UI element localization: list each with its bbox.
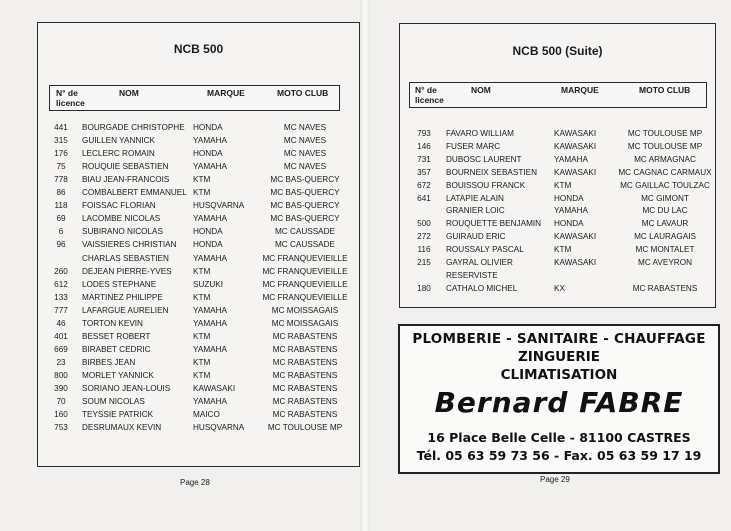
cell-club: MC CAUSSADE (274, 227, 336, 237)
cell-licence: 641 (417, 193, 431, 203)
cell-marque: KAWASAKI (193, 384, 236, 393)
table-row (400, 193, 715, 205)
cell-club: MC RABASTENS (272, 397, 338, 407)
cell-nom: SOUM NICOLAS (82, 397, 145, 407)
cell-club: MC NAVES (283, 149, 327, 159)
cell-club: MC RABASTENS (272, 384, 338, 393)
ad-address: 16 Place Belle Celle - 81100 CASTRES (427, 430, 691, 445)
cell-club: MC BAS-QUERCY (270, 188, 340, 198)
cell-club: MC LAURAGAIS (634, 232, 696, 242)
cell-club: MC NAVES (283, 123, 327, 132)
cell-marque: KTM (193, 370, 211, 380)
cell-marque: YAMAHA (193, 344, 227, 354)
table-row (400, 231, 715, 243)
cell-club: MC BAS-QUERCY (270, 214, 340, 224)
cell-licence: 260 (54, 266, 68, 276)
cell-club: MC DU LAC (642, 206, 688, 216)
cell-licence: 753 (54, 423, 68, 433)
cell-club: MC FRANQUEVIEILLE (262, 292, 348, 302)
cell-nom: BESSET ROBERT (82, 331, 151, 341)
cell-nom: DUBOSC LAURENT (446, 154, 522, 164)
cell-marque: KTM (193, 357, 211, 367)
cell-licence: 133 (54, 292, 68, 302)
cell-marque: KTM (193, 188, 211, 198)
ad-services: PLOMBERIE - SANITAIRE - CHAUFFAGE (412, 331, 706, 347)
cell-marque: HUSQVARNA (193, 423, 245, 433)
table-row (400, 283, 715, 295)
cell-nom: SORIANO JEAN-LOUIS (82, 384, 171, 393)
cell-nom: COMBALBERT EMMANUEL (82, 188, 187, 198)
cell-marque: HONDA (554, 219, 584, 229)
cell-club: MC MOISSAGAIS (271, 305, 339, 315)
cell-club: MC FRANQUEVIEILLE (262, 253, 348, 263)
cell-licence: 800 (54, 370, 68, 380)
cell-club: MC GAILLAC TOULZAC (620, 180, 710, 190)
cell-club: MC RABASTENS (272, 410, 338, 420)
cell-marque: YAMAHA (193, 136, 227, 146)
cell-nom: SUBIRANO NICOLAS (82, 227, 163, 237)
cell-licence: 160 (54, 410, 68, 420)
cell-nom: BOUISSOU FRANCK (446, 180, 526, 190)
cell-licence: 778 (54, 175, 68, 185)
cell-nom: LATAPIE ALAIN (446, 193, 504, 203)
cell-nom: MORLET YANNICK (82, 370, 154, 380)
cell-licence: 75 (56, 162, 66, 172)
cell-marque: HONDA (193, 240, 223, 250)
cell-club: MC TOULOUSE MP (627, 141, 703, 151)
cell-club: MC RABASTENS (272, 331, 338, 341)
cell-nom: GAYRAL OLIVIER (446, 258, 513, 267)
table-row (400, 128, 715, 140)
cell-club: MC LAVAUR (641, 219, 689, 229)
cell-club: MC RABASTENS (272, 357, 338, 367)
header-marque: MARQUE (207, 88, 245, 98)
cell-licence: 180 (417, 283, 431, 293)
header-licence: N° de licence (415, 85, 444, 105)
cell-licence: 672 (417, 180, 431, 190)
cell-marque: YAMAHA (193, 253, 227, 263)
cell-marque: KTM (193, 292, 211, 302)
page-number: Page 29 (540, 475, 570, 484)
cell-marque: KTM (554, 245, 572, 255)
cell-marque: YAMAHA (193, 318, 227, 328)
table-row (400, 205, 715, 217)
cell-nom: BOURGADE CHRISTOPHE (82, 123, 185, 132)
cell-nom: TEYSSIE PATRICK (82, 410, 154, 420)
cell-nom: ROUQUIE SEBASTIEN (82, 162, 169, 172)
cell-marque: KX (554, 283, 565, 293)
cell-nom: LECLERC ROMAIN (82, 149, 155, 159)
cell-club: MC FRANQUEVIEILLE (262, 279, 348, 289)
cell-marque: KAWASAKI (554, 232, 597, 242)
cell-marque: YAMAHA (193, 305, 227, 315)
page-title: NCB 500 (Suite) (512, 44, 603, 58)
cell-nom: FOISSAC FLORIAN (82, 201, 156, 211)
cell-marque: YAMAHA (193, 397, 227, 407)
cell-marque: HUSQVARNA (193, 201, 245, 211)
cell-licence: 669 (54, 344, 68, 354)
cell-licence: 215 (417, 258, 431, 267)
cell-licence: 86 (56, 188, 66, 198)
cell-nom: FAVARO WILLIAM (446, 129, 514, 138)
cell-licence: 70 (56, 397, 66, 407)
cell-club: MC MONTALET (635, 245, 695, 255)
cell-marque: KTM (193, 266, 211, 276)
cell-club: MC ARMAGNAC (634, 154, 696, 164)
cell-nom: LACOMBE NICOLAS (82, 214, 161, 224)
cell-licence: 46 (56, 318, 66, 328)
cell-licence: 777 (54, 305, 68, 315)
cell-nom: BIRBES JEAN (82, 357, 136, 367)
cell-licence: 272 (417, 232, 431, 242)
header-nom: NOM (119, 88, 139, 98)
cell-nom: CHARLAS SEBASTIEN (82, 253, 169, 263)
ad-business-name: Bernard FABRE (434, 386, 684, 419)
cell-licence: 23 (56, 357, 66, 367)
cell-marque: SUZUKI (193, 279, 224, 289)
table-row (400, 244, 715, 256)
ad-phone-fax: Tél. 05 63 59 73 56 - Fax. 05 63 59 17 19 (416, 448, 702, 463)
table-row (400, 141, 715, 153)
cell-marque: KAWASAKI (554, 167, 597, 177)
cell-nom: LODES STEPHANE (82, 279, 157, 289)
cell-nom: GUIRAUD ERIC (446, 232, 506, 242)
cell-nom: CATHALO MICHEL (446, 283, 518, 293)
page-number: Page 28 (180, 478, 210, 487)
table-row (400, 218, 715, 230)
cell-nom: MARTINEZ PHILIPPE (82, 292, 163, 302)
cell-club: MC CAUSSADE (274, 240, 336, 250)
table-row (400, 270, 715, 282)
cell-club: MC RABASTENS (272, 344, 338, 354)
cell-marque: HONDA (193, 123, 223, 132)
table-frame-right (399, 23, 716, 308)
cell-licence: 69 (56, 214, 66, 224)
cell-club: MC BAS-QUERCY (270, 201, 340, 211)
cell-marque: YAMAHA (554, 206, 588, 216)
cell-marque: MAICO (193, 410, 220, 420)
cell-marque: HONDA (554, 193, 584, 203)
cell-licence: 441 (54, 123, 68, 132)
cell-marque: KAWASAKI (554, 141, 597, 151)
cell-licence: 612 (54, 279, 68, 289)
cell-nom: DEJEAN PIERRE-YVES (82, 266, 172, 276)
table-row (400, 180, 715, 192)
header-club: MOTO CLUB (277, 88, 329, 98)
cell-club: MC AVEYRON (638, 258, 692, 267)
cell-club: MC RABASTENS (272, 370, 338, 380)
cell-nom: TORTON KEVIN (82, 318, 143, 328)
header-club: MOTO CLUB (639, 85, 691, 95)
table-row (400, 167, 715, 179)
cell-licence: 390 (54, 384, 68, 393)
cell-marque: YAMAHA (193, 214, 227, 224)
cell-nom: BIAU JEAN-FRANCOIS (82, 175, 170, 185)
cell-nom: GRANIER LOIC (446, 206, 505, 216)
cell-licence: 176 (54, 149, 68, 159)
cell-club: MC MOISSAGAIS (271, 318, 339, 328)
header-marque: MARQUE (561, 85, 599, 95)
cell-club: MC FRANQUEVIEILLE (262, 266, 348, 276)
ad-climatisation: CLIMATISATION (500, 367, 618, 383)
cell-licence: 146 (417, 141, 431, 151)
cell-nom: VAISSIERES CHRISTIAN (82, 240, 177, 250)
cell-marque: KTM (193, 175, 211, 185)
cell-marque: YAMAHA (554, 154, 588, 164)
cell-club: MC RABASTENS (632, 283, 698, 293)
header-nom: NOM (471, 85, 491, 95)
table-header (409, 82, 707, 108)
cell-nom: ROUSSALY PASCAL (446, 245, 524, 255)
cell-nom: GUILLEN YANNICK (82, 136, 155, 146)
cell-licence: 315 (54, 136, 68, 146)
cell-nom: DESRUMAUX KEVIN (82, 423, 162, 433)
cell-nom: BIRABET CEDRIC (82, 344, 151, 354)
table-row (400, 257, 715, 269)
header-licence: N° de licence (56, 88, 85, 108)
cell-marque: KAWASAKI (554, 129, 597, 138)
cell-marque: KAWASAKI (554, 258, 597, 267)
cell-marque: KTM (193, 331, 211, 341)
cell-nom: LAFARGUE AURELIEN (82, 305, 169, 315)
cell-licence: 731 (417, 154, 431, 164)
cell-marque: HONDA (193, 227, 223, 237)
cell-licence: 793 (417, 129, 431, 138)
cell-licence: 6 (58, 227, 64, 237)
cell-licence: 500 (417, 219, 431, 229)
cell-club: MC GIMONT (641, 193, 689, 203)
cell-club: MC CAGNAC CARMAUX (618, 167, 712, 177)
cell-marque: HONDA (193, 149, 223, 159)
cell-nom: RESERVISTE (446, 270, 498, 280)
cell-marque: YAMAHA (193, 162, 227, 172)
cell-licence: 118 (54, 201, 68, 211)
cell-marque: KTM (554, 180, 572, 190)
ad-zinguerie: ZINGUERIE (517, 349, 600, 365)
cell-club: MC TOULOUSE MP (267, 423, 343, 433)
cell-nom: BOURNEIX SEBASTIEN (446, 167, 537, 177)
cell-club: MC TOULOUSE MP (627, 129, 703, 138)
cell-club: MC NAVES (283, 162, 327, 172)
cell-licence: 96 (56, 240, 66, 250)
cell-club: MC BAS-QUERCY (270, 175, 340, 185)
advertisement (398, 324, 720, 474)
cell-club: MC NAVES (283, 136, 327, 146)
cell-licence: 401 (54, 331, 68, 341)
cell-nom: ROUQUETTE BENJAMIN (446, 219, 542, 229)
table-row (400, 154, 715, 166)
cell-licence: 116 (417, 245, 431, 255)
page-title: NCB 500 (173, 42, 224, 56)
cell-licence: 357 (417, 167, 431, 177)
cell-nom: FUSER MARC (446, 141, 501, 151)
